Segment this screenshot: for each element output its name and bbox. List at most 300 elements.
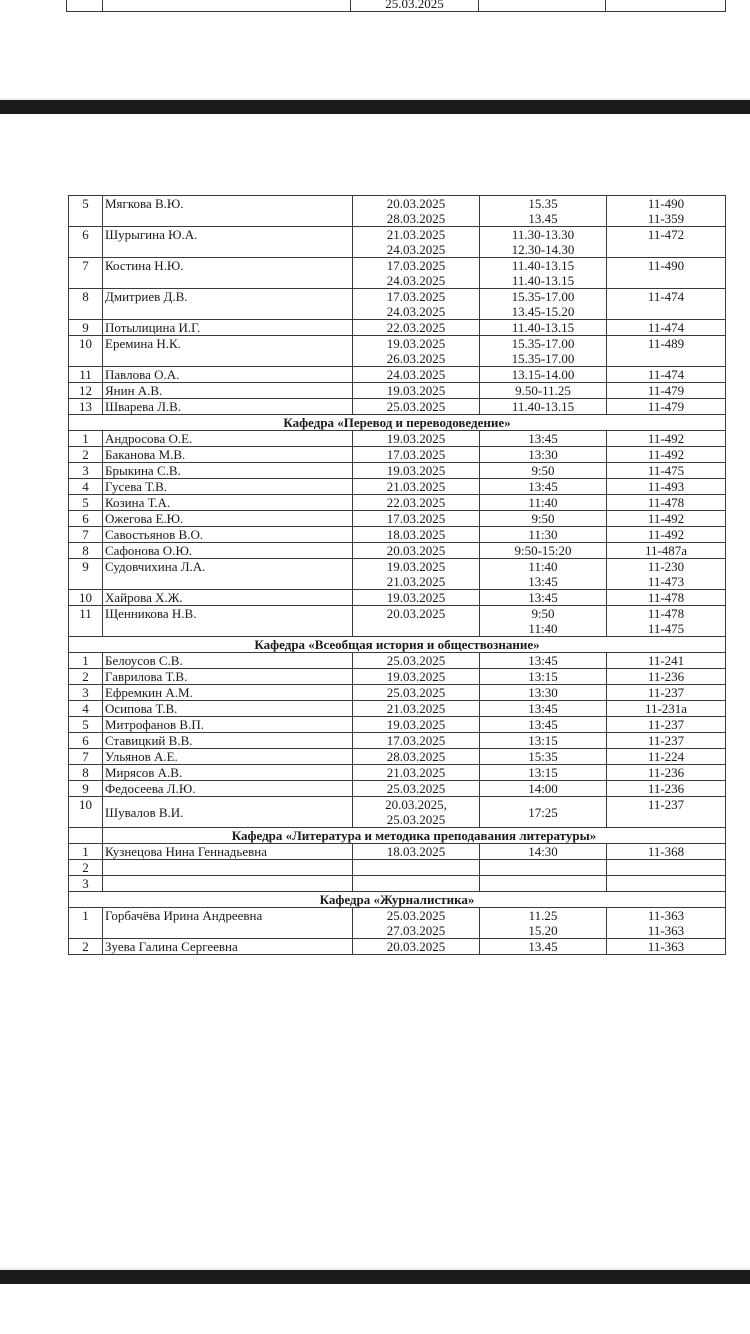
time: 13.45 [528, 939, 558, 954]
row-number: 8 [69, 765, 103, 781]
time-cell [480, 447, 607, 463]
table-row [69, 431, 726, 447]
teacher-name [103, 860, 353, 876]
department-header-row [69, 828, 726, 844]
room-cell [607, 781, 726, 797]
row-number: 10 [69, 797, 103, 828]
date: 26.03.2025 [386, 351, 446, 366]
date: 19.03.2025 [386, 463, 446, 478]
room: 11-359 [647, 211, 685, 226]
time: 11.40-13.15 [511, 273, 575, 288]
table-row [69, 939, 726, 955]
teacher-name [103, 399, 353, 415]
date: 28.03.2025 [386, 749, 446, 764]
table-row [69, 685, 726, 701]
date: 27.03.2025 [386, 923, 446, 938]
time: 9:50 [531, 463, 555, 478]
row-number: 6 [69, 511, 103, 527]
dates-cell [353, 289, 480, 320]
row-number: 11 [69, 367, 103, 383]
time: 9:50 [531, 606, 555, 621]
room: 11-479 [647, 383, 685, 398]
time-cell [480, 797, 607, 828]
date: 28.03.2025 [386, 211, 446, 226]
teacher-name [103, 0, 351, 12]
table-row [69, 479, 726, 495]
time-cell [480, 367, 607, 383]
date: 25.03.2025 [386, 781, 446, 796]
teacher-name [103, 749, 353, 765]
room [609, 876, 723, 891]
time-cell [480, 289, 607, 320]
room-cell [607, 258, 726, 289]
teacher-name [103, 527, 353, 543]
dates-cell [353, 844, 480, 860]
room: 11-236 [647, 765, 685, 780]
date: 25.03.2025 [386, 812, 446, 827]
date: 20.03.2025 [386, 196, 446, 211]
previous-page-table [66, 0, 726, 12]
teacher-name [103, 876, 353, 892]
room-cell [607, 399, 726, 415]
time: 13:15 [528, 669, 558, 684]
teacher-name [103, 227, 353, 258]
row-number: 13 [69, 399, 103, 415]
teacher-name-text: Гусева Т.В. [105, 479, 168, 494]
row-number: 2 [69, 447, 103, 463]
teacher-name-text: Кузнецова Нина Геннадьевна [105, 844, 267, 859]
time: 11:40 [528, 495, 558, 510]
row-number: 4 [69, 479, 103, 495]
row-number: 9 [69, 320, 103, 336]
time: 13:45 [528, 431, 558, 446]
teacher-name-text [105, 876, 350, 891]
teacher-name-text: Янин А.В. [105, 383, 163, 398]
date: 20.03.2025 [386, 606, 446, 621]
time-cell [480, 653, 607, 669]
teacher-name-text: Федосеева Л.Ю. [105, 781, 196, 796]
teacher-name [103, 479, 353, 495]
department-header-row [69, 415, 726, 431]
row-number: 1 [69, 653, 103, 669]
room-cell [607, 685, 726, 701]
table-row [69, 781, 726, 797]
room: 11-492 [647, 431, 685, 446]
time: 13:15 [528, 765, 558, 780]
time: 13:15 [528, 733, 558, 748]
date: 20.03.2025, [385, 797, 447, 812]
room: 11-368 [647, 844, 685, 859]
room-cell [607, 733, 726, 749]
row-number: 5 [69, 495, 103, 511]
room: 11-490 [647, 258, 685, 273]
dates-cell [353, 447, 480, 463]
time: 15.35-17.00 [511, 336, 575, 351]
date: 24.03.2025 [386, 367, 446, 382]
date: 18.03.2025 [386, 527, 446, 542]
table-row [69, 289, 726, 320]
date: 25.03.2025 [386, 685, 446, 700]
table-row [69, 908, 726, 939]
date: 24.03.2025 [386, 304, 446, 319]
date [355, 860, 477, 875]
time: 9.50-11.25 [515, 383, 571, 398]
row-number [67, 0, 103, 12]
room: 11-475 [647, 621, 685, 636]
dates-cell [353, 320, 480, 336]
dates-cell [353, 733, 480, 749]
dates-cell [353, 495, 480, 511]
room-cell [607, 383, 726, 399]
table-row [69, 669, 726, 685]
teacher-name [103, 733, 353, 749]
room: 11-473 [647, 574, 685, 589]
teacher-name-text: Еремина Н.К. [105, 336, 181, 351]
time: 11.40-13.15 [511, 399, 575, 414]
date: 22.03.2025 [386, 495, 446, 510]
dates-cell [353, 336, 480, 367]
room: 11-363 [647, 923, 685, 938]
time-cell [480, 876, 607, 892]
date: 19.03.2025 [386, 431, 446, 446]
dates-cell [353, 479, 480, 495]
department-title: Кафедра «Литература и методика преподавания литературы» [103, 828, 726, 844]
room-cell [607, 860, 726, 876]
page-separator [0, 1270, 750, 1284]
date: 19.03.2025 [386, 336, 446, 351]
row-number: 6 [69, 227, 103, 258]
teacher-name-text: Ожегова Е.Ю. [105, 511, 184, 526]
teacher-name-text: Павлова О.А. [105, 367, 180, 382]
dates-cell [353, 527, 480, 543]
department-title: Кафедра «Перевод и переводоведение» [69, 415, 726, 431]
room: 11-237 [647, 685, 685, 700]
time-cell [480, 336, 607, 367]
date: 21.03.2025 [386, 701, 446, 716]
time-cell [480, 383, 607, 399]
room-cell [606, 0, 726, 12]
dates-cell [353, 258, 480, 289]
row-number: 7 [69, 258, 103, 289]
teacher-name-text: Гаврилова Т.В. [105, 669, 188, 684]
time-cell [480, 939, 607, 955]
room-cell [607, 367, 726, 383]
teacher-name [103, 367, 353, 383]
table-row [69, 590, 726, 606]
time: 13:45 [528, 590, 558, 605]
time: 11:40 [528, 621, 558, 636]
row-number: 3 [69, 463, 103, 479]
time-cell [480, 227, 607, 258]
room-cell [607, 765, 726, 781]
row-number: 2 [69, 669, 103, 685]
teacher-name-text: Митрофанов В.П. [105, 717, 204, 732]
room: 11-487а [644, 543, 688, 558]
row-number: 9 [69, 781, 103, 797]
table-row [69, 463, 726, 479]
table-row [69, 653, 726, 669]
department-header-row [69, 637, 726, 653]
date: 25.03.2025 [386, 653, 446, 668]
teacher-name-text: Осипова Т.В. [105, 701, 178, 716]
table-row [69, 527, 726, 543]
room: 11-474 [647, 320, 685, 335]
row-number: 10 [69, 336, 103, 367]
time: 14:30 [528, 844, 558, 859]
time: 11.40-13.15 [511, 258, 575, 273]
dates-cell [353, 765, 480, 781]
teacher-name [103, 765, 353, 781]
row-number: 1 [69, 844, 103, 860]
time-cell [480, 669, 607, 685]
time-cell [480, 733, 607, 749]
previous-page [0, 0, 750, 100]
teacher-name [103, 717, 353, 733]
date: 22.03.2025 [386, 320, 446, 335]
teacher-name [103, 463, 353, 479]
time: 9:50-15:20 [514, 543, 572, 558]
room: 11-363 [647, 908, 685, 923]
date: 17.03.2025 [386, 289, 446, 304]
time: 14:00 [528, 781, 558, 796]
time-cell [480, 495, 607, 511]
room: 11-472 [647, 227, 685, 242]
room: 11-492 [647, 511, 685, 526]
row-number: 1 [69, 908, 103, 939]
teacher-name-text: Щенникова Н.В. [105, 606, 197, 621]
teacher-name [103, 844, 353, 860]
room-cell [607, 320, 726, 336]
time: 13.45-15.20 [511, 304, 575, 319]
dates-cell [353, 685, 480, 701]
table-row [69, 717, 726, 733]
teacher-name-text: Дмитриев Д.В. [105, 289, 188, 304]
table-row [69, 543, 726, 559]
dates-cell [353, 717, 480, 733]
room-cell [607, 559, 726, 590]
time-cell [479, 0, 606, 12]
teacher-name-text: Шувалов В.И. [105, 805, 184, 820]
teacher-name-text: Козина Т.А. [105, 495, 171, 510]
time: 11.25 [528, 908, 558, 923]
time: 11.30-13.30 [511, 227, 575, 242]
time: 13:45 [528, 653, 558, 668]
time: 12.30-14.30 [511, 242, 575, 257]
time-cell [480, 479, 607, 495]
table-row [69, 367, 726, 383]
dates-cell [353, 367, 480, 383]
time-cell [480, 781, 607, 797]
time-cell [480, 749, 607, 765]
teacher-name-text: Зуева Галина Сергеевна [105, 939, 238, 954]
table-row [69, 258, 726, 289]
time-cell [480, 196, 607, 227]
dates-cell [353, 399, 480, 415]
time-cell [480, 463, 607, 479]
date: 20.03.2025 [386, 939, 446, 954]
teacher-name [103, 383, 353, 399]
teacher-name [103, 701, 353, 717]
teacher-name [103, 431, 353, 447]
dates-cell [353, 606, 480, 637]
dates-cell [353, 431, 480, 447]
date: 21.03.2025 [386, 765, 446, 780]
teacher-name-text: Баканова М.В. [105, 447, 186, 462]
room-cell [607, 669, 726, 685]
room: 11-236 [647, 781, 685, 796]
teacher-name-text: Потылицина И.Г. [105, 320, 201, 335]
dates-cell [353, 383, 480, 399]
time: 13:30 [528, 685, 558, 700]
date [355, 876, 477, 891]
teacher-name [103, 653, 353, 669]
teacher-name [103, 495, 353, 511]
room: 11-489 [647, 336, 685, 351]
time-cell [480, 860, 607, 876]
date: 17.03.2025 [386, 447, 446, 462]
teacher-name [103, 258, 353, 289]
row-number: 12 [69, 383, 103, 399]
date: 19.03.2025 [386, 669, 446, 684]
room: 11-475 [647, 463, 685, 478]
teacher-name-text: Хайрова Х.Ж. [105, 590, 183, 605]
date: 21.03.2025 [386, 574, 446, 589]
table-row [69, 606, 726, 637]
time-cell [480, 844, 607, 860]
dates-cell [353, 781, 480, 797]
table-row [69, 559, 726, 590]
dates-cell [353, 653, 480, 669]
time: 11:30 [528, 527, 558, 542]
time-cell [480, 559, 607, 590]
teacher-name-text: Шурыгина Ю.А. [105, 227, 198, 242]
time [482, 876, 604, 891]
department-title: Кафедра «Журналистика» [69, 892, 726, 908]
dates-cell [353, 860, 480, 876]
room-cell [607, 844, 726, 860]
dates-cell [353, 908, 480, 939]
room: 11-237 [647, 733, 685, 748]
time-cell [480, 527, 607, 543]
teacher-name-text [105, 860, 350, 875]
time-cell [480, 543, 607, 559]
room-cell [607, 653, 726, 669]
dates-cell [353, 669, 480, 685]
time: 13:45 [528, 701, 558, 716]
room: 11-493 [647, 479, 685, 494]
room: 11-479 [647, 399, 685, 414]
time-cell [480, 590, 607, 606]
room-cell [607, 196, 726, 227]
time: 15.35 [528, 196, 558, 211]
time-cell [480, 431, 607, 447]
row-number: 9 [69, 559, 103, 590]
table-row [69, 844, 726, 860]
table-row [69, 765, 726, 781]
time: 15.35-17.00 [511, 351, 575, 366]
teacher-name [103, 669, 353, 685]
date: 25.03.2025 [385, 0, 444, 11]
room: 11-363 [647, 939, 685, 954]
room-cell [607, 701, 726, 717]
department-header-row [69, 892, 726, 908]
teacher-name-text: Судовчихина Л.А. [105, 559, 206, 574]
room-cell [607, 447, 726, 463]
row-number: 3 [69, 876, 103, 892]
dates-cell [353, 797, 480, 828]
table-row [69, 797, 726, 828]
row-number: 8 [69, 289, 103, 320]
teacher-name [103, 939, 353, 955]
row-number [69, 828, 103, 844]
dates-cell [353, 749, 480, 765]
date: 18.03.2025 [386, 844, 446, 859]
time: 13:30 [528, 447, 558, 462]
time-cell [480, 399, 607, 415]
row-number: 1 [69, 431, 103, 447]
time: 13.15-14.00 [511, 367, 575, 382]
time: 15.20 [528, 923, 558, 938]
consultation-schedule-table [68, 195, 726, 955]
room-cell [607, 908, 726, 939]
table-row [69, 495, 726, 511]
row-number: 11 [69, 606, 103, 637]
room-cell [607, 511, 726, 527]
row-number: 7 [69, 527, 103, 543]
dates-cell [351, 0, 479, 12]
row-number: 7 [69, 749, 103, 765]
dates-cell [353, 511, 480, 527]
room-cell [607, 749, 726, 765]
teacher-name-text: Белоусов С.В. [105, 653, 183, 668]
dates-cell [353, 463, 480, 479]
teacher-name-text: Костина Н.Ю. [105, 258, 184, 273]
teacher-name [103, 320, 353, 336]
table-row [67, 0, 726, 12]
date: 24.03.2025 [386, 242, 446, 257]
room-cell [607, 431, 726, 447]
date: 20.03.2025 [386, 543, 446, 558]
room: 11-230 [647, 559, 685, 574]
room-cell [607, 527, 726, 543]
time-cell [480, 606, 607, 637]
teacher-name-text: Савостьянов В.О. [105, 527, 204, 542]
dates-cell [353, 196, 480, 227]
teacher-name-text: Брыкина С.В. [105, 463, 181, 478]
room: 11-474 [647, 367, 685, 382]
teacher-name [103, 606, 353, 637]
dates-cell [353, 559, 480, 590]
time: 15:35 [528, 749, 558, 764]
time: 17:25 [528, 805, 558, 820]
date: 25.03.2025 [386, 399, 446, 414]
room: 11-492 [647, 527, 685, 542]
date: 21.03.2025 [386, 479, 446, 494]
room-cell [607, 479, 726, 495]
room: 11-241 [647, 653, 685, 668]
time: 11.40-13.15 [511, 320, 575, 335]
room-cell [607, 336, 726, 367]
room-cell [607, 797, 726, 828]
time: 13.45 [528, 211, 558, 226]
row-number: 3 [69, 685, 103, 701]
room: 11-478 [647, 495, 685, 510]
dates-cell [353, 227, 480, 258]
room: 11-478 [647, 590, 685, 605]
room: 11-478 [647, 606, 685, 621]
room-cell [607, 227, 726, 258]
room: 11-237 [647, 797, 685, 812]
